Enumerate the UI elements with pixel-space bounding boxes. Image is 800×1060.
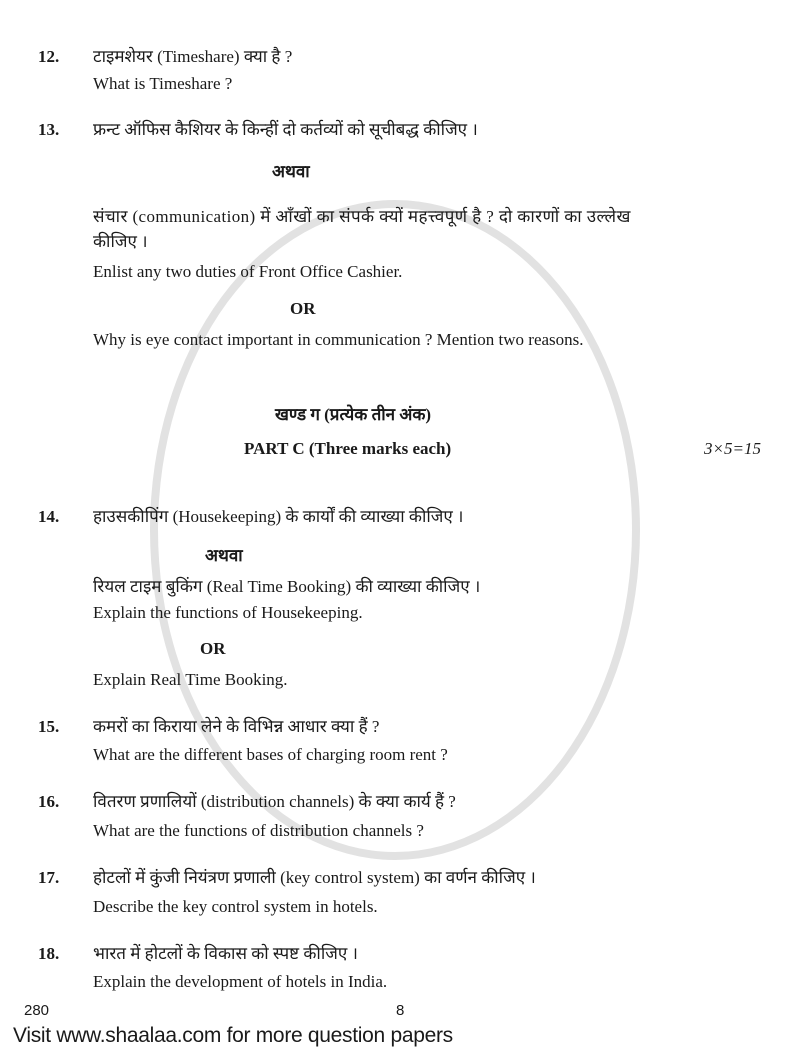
question-hindi: वितरण प्रणालियों (distribution channels) के क्या कार्य हैं ?: [93, 792, 456, 811]
or-english: OR: [290, 299, 316, 318]
question-hindi: होटलों में कुंजी नियंत्रण प्रणाली (key control system) का वर्णन कीजिए ।: [93, 868, 536, 887]
question-english: What are the functions of distribution channels ?: [93, 821, 424, 840]
question-number: 16.: [38, 792, 60, 811]
question-number: 17.: [38, 868, 60, 887]
question-english-alt: Why is eye contact important in communication ? Mention two reasons.: [93, 330, 584, 349]
question-hindi: भारत में होटलों के विकास को स्पष्ट कीजिए ।: [93, 944, 358, 963]
question-hindi-alt: संचार (communication) में आँखों का संपर्क क्यों महत्त्वपूर्ण है ? दो कारणों का उल्लेख: [93, 207, 631, 226]
question-hindi: टाइमशेयर (Timeshare) क्या है ?: [93, 47, 293, 66]
question-english: Explain the development of hotels in India.: [93, 972, 388, 991]
question-english: Describe the key control system in hotels.: [93, 897, 378, 916]
visit-link[interactable]: Visit www.shaalaa.com for more question papers: [13, 1024, 453, 1047]
question-english: Explain the functions of Housekeeping.: [93, 603, 363, 622]
question-number: 15.: [38, 717, 60, 736]
question-hindi: हाउसकीपिंग (Housekeeping) के कार्यों की व्याख्या कीजिए ।: [93, 507, 464, 526]
question-english: What is Timeshare ?: [93, 74, 233, 93]
or-english: OR: [200, 639, 226, 658]
question-number: 13.: [38, 120, 60, 139]
question-hindi-alt: रियल टाइम बुकिंग (Real Time Booking) की व्याख्या कीजिए ।: [93, 577, 481, 596]
question-hindi: फ्रन्ट ऑफिस कैशियर के किन्हीं दो कर्तव्यों को सूचीबद्ध कीजिए ।: [93, 120, 478, 139]
section-title-english: PART C (Three marks each): [244, 439, 452, 458]
page-number: 8: [396, 1002, 405, 1019]
section-marks: 3×5=15: [704, 439, 761, 458]
section-title-hindi: खण्ड ग (प्रत्येक तीन अंक): [275, 405, 432, 424]
question-number: 12.: [38, 47, 60, 66]
or-hindi: अथवा: [272, 162, 310, 181]
question-number: 14.: [38, 507, 60, 526]
question-english: Enlist any two duties of Front Office Cashier.: [93, 262, 403, 281]
question-hindi-alt-cont: कीजिए ।: [93, 232, 148, 251]
question-english-alt: Explain Real Time Booking.: [93, 670, 288, 689]
question-number: 18.: [38, 944, 60, 963]
paper-code: 280: [24, 1002, 50, 1019]
question-hindi: कमरों का किराया लेने के विभिन्न आधार क्या हैं ?: [93, 717, 380, 736]
or-hindi: अथवा: [205, 546, 243, 565]
question-english: What are the different bases of charging room rent ?: [93, 745, 448, 764]
